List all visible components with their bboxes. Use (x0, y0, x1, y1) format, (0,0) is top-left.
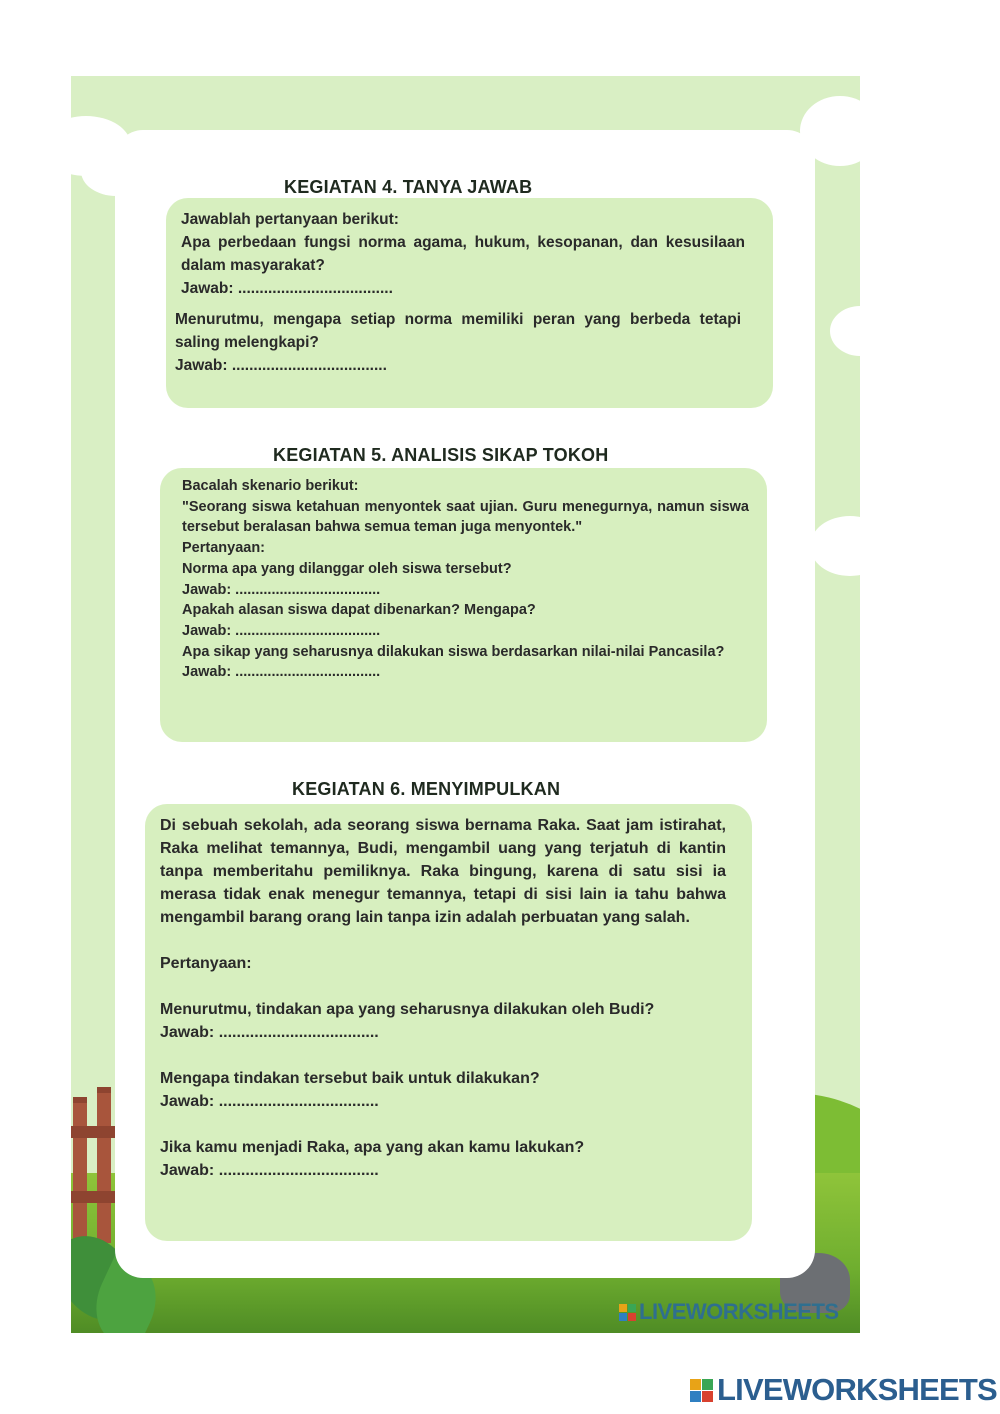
activity-6-box (145, 804, 752, 1241)
answer-line[interactable]: Jawab: .................................... (160, 1093, 379, 1110)
logo-text: LIVEWORKSHEETS (639, 1299, 839, 1324)
activity-4-title: KEGIATAN 4. TANYA JAWAB (284, 177, 533, 197)
activity-5-box (160, 468, 767, 742)
logo-square (619, 1304, 627, 1312)
logo-square (628, 1304, 636, 1312)
answer-line[interactable]: Jawab: .................................... (160, 1024, 379, 1041)
story-text: Di sebuah sekolah, ada seorang siswa bernama Raka. Saat jam istirahat, Raka melihat temannya, Budi, mengambil uang yang terjatuh di kantin tanpa memberitahu pemiliknya. Raka bingung, karena di satu sisi ia merasa tidak enak menegur temannya, tetapi di sisi lain ia tahu bahwa mengambil barang orang lain tanpa izin adalah perbuatan yang salah. (160, 817, 726, 926)
logo-square (619, 1313, 627, 1321)
answer-line[interactable]: Jawab: .................................... (160, 1162, 379, 1179)
answer-line[interactable]: Jawab: .................................... (182, 622, 381, 639)
scenario-text: "Seorang siswa ketahuan menyontek saat ujian. Guru menegurnya, namun siswa tersebut beralasan bahwa semua teman juga menyontek." (182, 498, 749, 536)
logo-square (702, 1391, 713, 1402)
logo-text: LIVEWORKSHEETS (717, 1372, 997, 1407)
answer-line[interactable]: Jawab: .................................... (182, 664, 381, 681)
question-text: Norma apa yang dilanggar oleh siswa tersebut? (182, 560, 512, 577)
liveworksheets-logo[interactable] (690, 1372, 997, 1408)
fence-decoration (71, 1093, 116, 1243)
answer-line[interactable]: Jawab: .................................... (181, 280, 393, 297)
liveworksheets-watermark (619, 1299, 839, 1325)
question-text: Apa perbedaan fungsi norma agama, hukum, kesopanan, dan kesusilaan dalam masyarakat? (181, 234, 745, 274)
question-text: Mengapa tindakan tersebut baik untuk dilakukan? (160, 1070, 540, 1087)
activity-6-title: KEGIATAN 6. MENYIMPULKAN (292, 779, 561, 799)
activity-5-title: KEGIATAN 5. ANALISIS SIKAP TOKOH (273, 445, 609, 465)
question-text: Menurutmu, mengapa setiap norma memiliki peran yang berbeda tetapi saling melengkapi? (175, 311, 741, 351)
cloud-decoration (810, 516, 860, 576)
question-label: Pertanyaan: (182, 540, 266, 557)
worksheet-page (71, 76, 860, 1333)
question-text: Jika kamu menjadi Raka, apa yang akan kamu lakukan? (160, 1139, 585, 1156)
instruction-text: Jawablah pertanyaan berikut: (181, 211, 399, 228)
liveworksheets-logo-icon (690, 1379, 713, 1402)
answer-line[interactable]: Jawab: .................................... (182, 581, 381, 598)
question-text: Apa sikap yang seharusnya dilakukan siswa berdasarkan nilai-nilai Pancasila? (182, 643, 725, 660)
liveworksheets-logo-icon (619, 1304, 636, 1321)
question-text: Apakah alasan siswa dapat dibenarkan? Mengapa? (182, 602, 536, 619)
instruction-text: Bacalah skenario berikut: (182, 478, 359, 494)
logo-square (628, 1313, 636, 1321)
question-text: Menurutmu, tindakan apa yang seharusnya dilakukan oleh Budi? (160, 1001, 655, 1018)
answer-line[interactable]: Jawab: .................................... (175, 357, 387, 374)
logo-square (690, 1391, 701, 1402)
activity-4-box (166, 198, 773, 408)
question-label: Pertanyaan: (160, 955, 252, 972)
cloud-decoration (830, 306, 860, 356)
logo-square (690, 1379, 701, 1390)
logo-square (702, 1379, 713, 1390)
